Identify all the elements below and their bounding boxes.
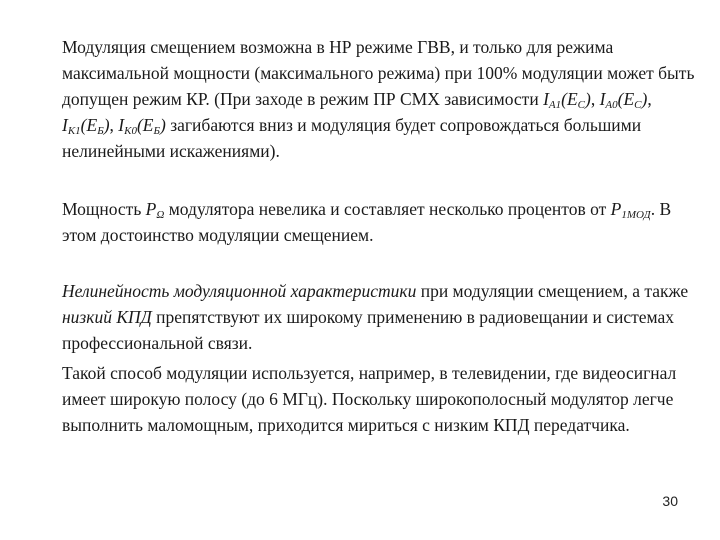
text-run: загибаются вниз и модуляция будет сопровождаться большими нелинейными искажениями).: [62, 115, 642, 161]
page-number: 30: [662, 493, 678, 509]
formula-ia0: $I_{A0}(E_C)$: [599, 89, 648, 111]
formula-ik0: $I_{K0}(E_Б)$: [118, 115, 166, 137]
formula-p-omega: $P_\Omega$: [145, 199, 165, 221]
formula-ia1: $I_{A1}(E_C)$: [543, 89, 591, 111]
paragraph-drawbacks: Нелинейность модуляционной характеристики при модуляции смещением, а также низкий КПД препятствуют их широкому применению в радиовещании и системах профессиональной связи.: [62, 281, 689, 353]
formula-p1mod: $P_{1МОД}$: [610, 199, 651, 221]
paragraph-television-usage: Такой способ модуляции используется, например, в телевидении, где видеосигнал имеет широкую полосу (до 6 МГц). Поскольку широкополосный модулятор легче выполнить маломощным, приходится мириться с низким КПД передатчика.: [62, 363, 677, 435]
emphasis-low-efficiency: низкий КПД: [62, 307, 152, 327]
text-run: Модуляция смещением возможна в НР режиме ГВВ, и только для режима максимальной мощности (максимального режима) при 100% модуляции может быть допущен режим КР. (При заходе в режим ПР СМХ зависимости: [62, 37, 695, 109]
paragraph-modulator-power: Мощность $P_\Omega$ модулятора невелика и составляет несколько процентов от $P_{1МОД}$. В этом достоинство модуляции смещением.: [62, 199, 672, 245]
emphasis-nonlinearity: Нелинейность модуляционной характеристики: [62, 281, 417, 301]
formula-ik1: $I_{K1}(E_Б)$: [62, 115, 110, 137]
paragraph-bias-modulation-modes: Модуляция смещением возможна в НР режиме ГВВ, и только для режима максимальной мощности (максимального режима) при 100% модуляции может быть допущен режим КР. (При заходе в режим ПР СМХ зависимости $I_{A1}(E_C)$, $I_{A0}(E_C)$, $I_{K1}(E_Б)$, $I_{K0}(E_Б)$ загибаются вниз и модуляция будет сопровождаться большими нелинейными искажениями).: [62, 37, 695, 161]
